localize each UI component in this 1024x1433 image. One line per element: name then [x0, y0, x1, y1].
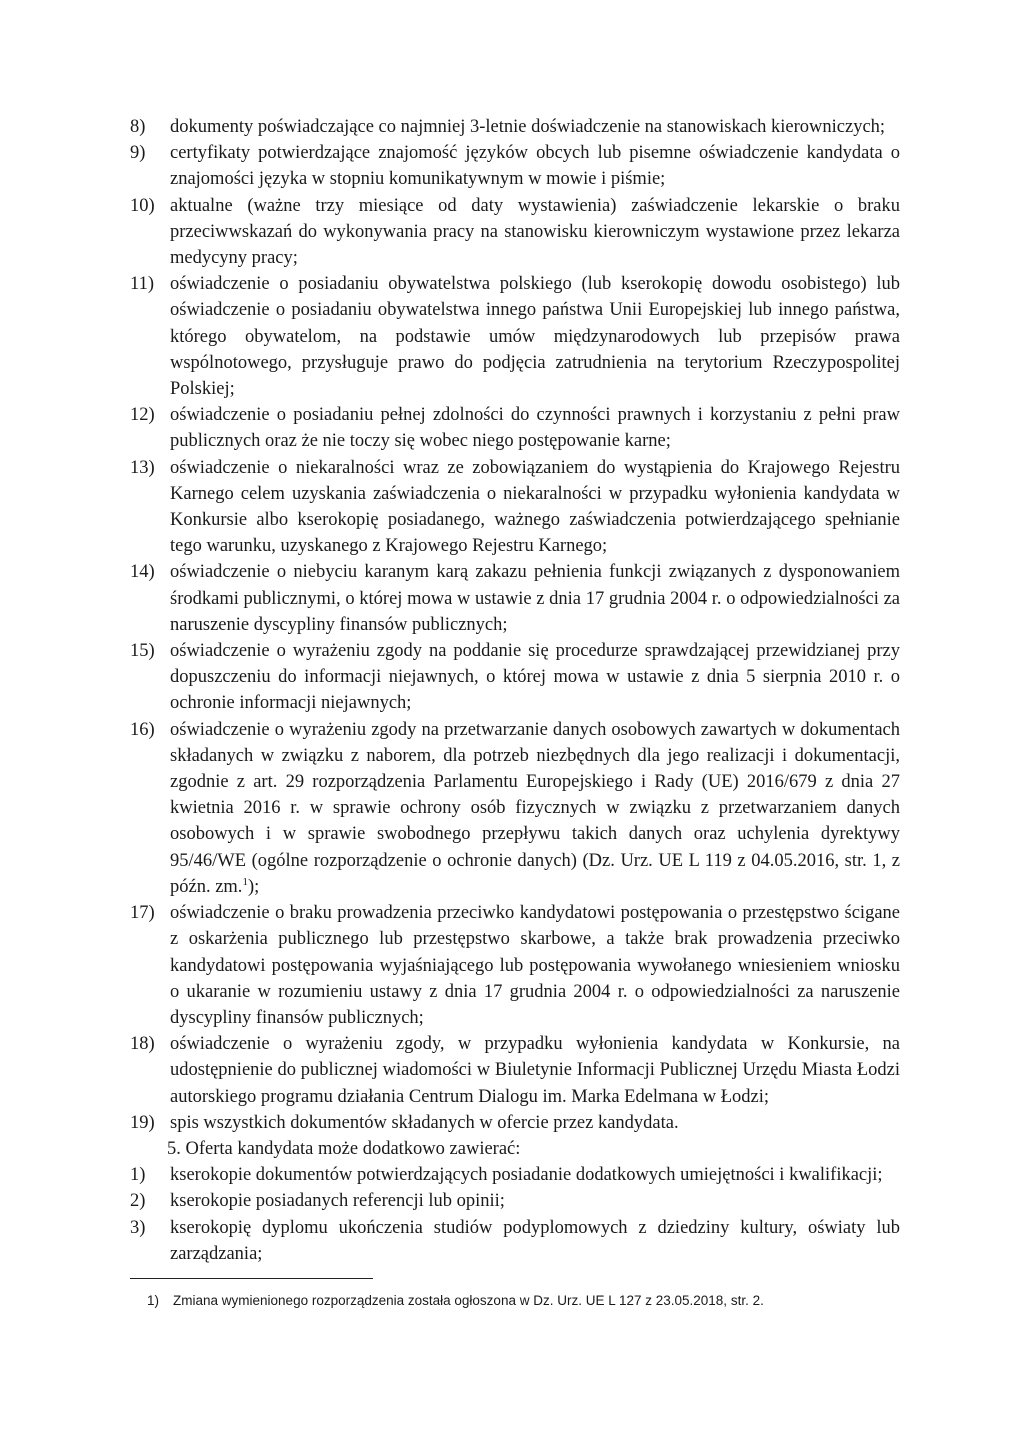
list-item	[130, 455, 900, 560]
item-text: oświadczenie o wyrażeniu zgody, w przypadku wyłonienia kandydata w Konkursie, na udostępnienie do publicznej wiadomości w Biuletynie Informacji Publicznej Urzędu Miasta Łodzi autorskiego programu działania Centrum Dialogu im. Marka Edelmana w Łodzi;	[170, 1034, 900, 1107]
list-item-16	[130, 717, 900, 900]
list-item	[130, 1110, 900, 1136]
item-text: spis wszystkich dokumentów składanych w ofercie przez kandydata.	[170, 1112, 679, 1133]
list-item	[130, 402, 900, 454]
list-item	[130, 1215, 900, 1267]
item-text: oświadczenie o wyrażeniu zgody na poddanie się procedurze sprawdzającej przewidzianej przy dopuszczeniu do informacji niejawnych, o której mowa w ustawie z dnia 5 sierpnia 2010 r. o ochronie informacji niejawnych;	[170, 641, 900, 714]
footnote-divider	[130, 1278, 373, 1279]
item-number: 19)	[130, 1112, 155, 1133]
list-item	[130, 114, 900, 140]
item-number: 2)	[130, 1191, 146, 1212]
item-number: 18)	[130, 1034, 155, 1055]
item-number: 3)	[130, 1217, 146, 1238]
item-text	[170, 717, 900, 900]
footnote-number: 1)	[147, 1293, 160, 1308]
section-5-heading: 5. Oferta kandydata może dodatkowo zawierać:	[167, 1138, 521, 1159]
item-text: oświadczenie o posiadaniu obywatelstwa polskiego (lub kserokopię dowodu osobistego) lub oświadczenie o posiadaniu obywatelstwa innego państwa Unii Europejskiej lub innego państwa, którego obywatelom, na podstawie umów międzynarodowych lub przepisów prawa wspólnotowego, przysługuje prawo do podjęcia zatrudnienia na terytorium Rzeczypospolitej Polskiej;	[170, 274, 900, 400]
list-item	[130, 900, 900, 1031]
item-text: oświadczenie o braku prowadzenia przeciwko kandydatowi postępowania o przestępstwo ścigane z oskarżenia publicznego lub przestępstwo skarbowe, a także brak prowadzenia przeciwko kandydatowi postępowania wyjaśniającego lub postępowania wywołanego wniesieniem wniosku o ukaranie w rozumieniu ustawy z dnia 17 grudnia 2004 r. o odpowiedzialności za naruszenie dyscypliny finansów publicznych;	[170, 903, 900, 1028]
list-item	[130, 140, 900, 192]
list-item	[130, 271, 900, 402]
item-text: oświadczenie o niebyciu karanym karą zakazu pełnienia funkcji związanych z dysponowaniem środkami publicznymi, o której mowa w ustawie z dnia 17 grudnia 2004 r. o odpowiedzialności za naruszenie dyscypliny finansów publicznych;	[170, 562, 900, 635]
item-text: kserokopie dokumentów potwierdzających posiadanie dodatkowych umiejętności i kwalifikacji;	[170, 1165, 883, 1186]
item-text: dokumenty poświadczające co najmniej 3-letnie doświadczenie na stanowiskach kierowniczych;	[170, 117, 886, 137]
item-number: 12)	[130, 405, 155, 426]
item-text: aktualne (ważne trzy miesiące od daty wystawienia) zaświadczenie lekarskie o braku przeciwwskazań do wykonywania pracy na stanowisku kierowniczym wystawione przez lekarza medycyny pracy;	[170, 195, 900, 269]
list-item	[130, 1162, 900, 1188]
list-item	[130, 193, 900, 272]
item-number: 15)	[130, 641, 155, 662]
item-16-text-end: );	[247, 876, 260, 897]
footnote	[147, 1292, 764, 1310]
item-text: oświadczenie o niekaralności wraz ze zobowiązaniem do wystąpienia do Krajowego Rejestru Karnego celem uzyskania zaświadczenia o niekaralności w przypadku wyłonienia kandydata w Konkursie albo kserokopię posiadanego, ważnego zaświadczenia potwierdzającego spełnianie tego warunku, uzyskanego z Krajowego Rejestru Karnego;	[170, 457, 900, 557]
item-text: kserokopie posiadanych referencji lub opinii;	[170, 1191, 505, 1212]
item-number: 16)	[130, 719, 155, 740]
page-body	[130, 114, 900, 1267]
item-number: 8)	[130, 117, 146, 137]
item-number: 13)	[130, 457, 155, 478]
footnote-reference[interactable]: 1	[242, 875, 248, 888]
requirements-list	[130, 114, 900, 1267]
item-text: kserokopię dyplomu ukończenia studiów podyplomowych z dziedziny kultury, oświaty lub zarządzania;	[170, 1217, 900, 1264]
item-16-text: oświadczenie o wyrażeniu zgody na przetwarzanie danych osobowych zawartych w dokumentach składanych w związku z naborem, dla potrzeb niezbędnych dla jego realizacji i dokumentacji, zgodnie z art. 29 rozporządzenia Parlamentu Europejskiego i Rady (UE) 2016/679 z dnia 27 kwietnia 2016 r. w sprawie ochrony osób fizycznych w związku z przetwarzaniem danych osobowych i w sprawie swobodnego przepływu takich danych oraz uchylenia dyrektywy 95/46/WE (ogólne rozporządzenie o ochronie danych) (Dz. Urz. UE L 119 z 04.05.2016, str. 1, z późn. zm.	[170, 719, 900, 897]
list-item	[130, 638, 900, 717]
item-number: 14)	[130, 562, 155, 583]
item-number: 10)	[130, 195, 155, 216]
list-item	[130, 1188, 900, 1214]
item-number: 9)	[130, 143, 146, 164]
list-item	[130, 559, 900, 638]
item-number: 1)	[130, 1165, 146, 1186]
item-text: oświadczenie o posiadaniu pełnej zdolności do czynności prawnych i korzystaniu z pełni praw publicznych oraz że nie toczy się wobec niego postępowanie karne;	[170, 405, 900, 452]
footnote-text: Zmiana wymienionego rozporządzenia została ogłoszona w Dz. Urz. UE L 127 z 23.05.2018, str. 2.	[173, 1293, 764, 1308]
item-text: certyfikaty potwierdzające znajomość języków obcych lub pisemne oświadczenie kandydata o znajomości języka w stopniu komunikatywnym w mowie i piśmie;	[170, 143, 900, 190]
item-number: 11)	[130, 274, 154, 295]
item-number: 17)	[130, 903, 155, 924]
list-item	[130, 1031, 900, 1110]
